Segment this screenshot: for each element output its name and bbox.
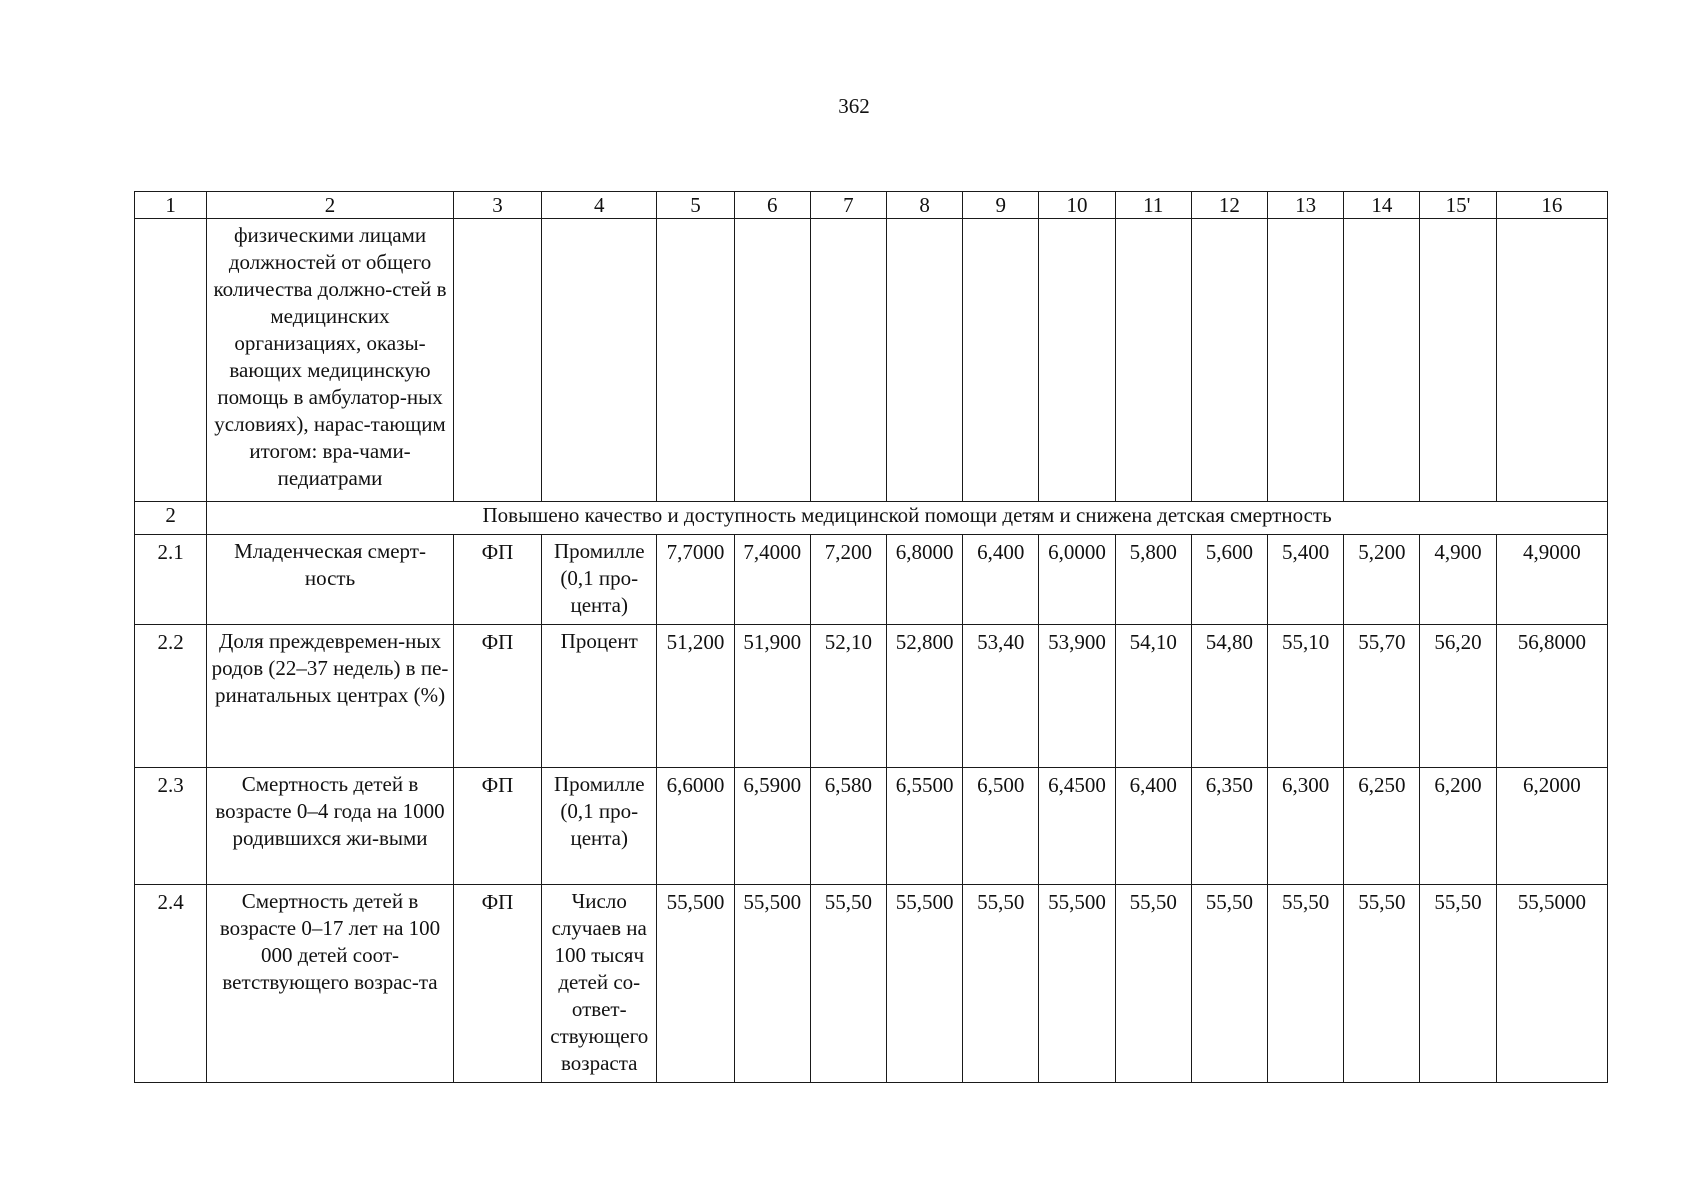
- column-header: 10: [1039, 192, 1115, 219]
- column-header: 14: [1344, 192, 1420, 219]
- value: 6,6000: [666, 773, 725, 797]
- table-cell-empty: [1115, 219, 1191, 502]
- value: 51,200: [666, 630, 725, 654]
- column-header: 6: [734, 192, 810, 219]
- column-header: 3: [453, 192, 541, 219]
- value: 6,350: [1205, 773, 1254, 797]
- table-row: [135, 535, 1608, 625]
- value: 6,2000: [1522, 773, 1581, 797]
- table-cell-empty: [963, 219, 1039, 502]
- column-number-row: [135, 192, 1608, 219]
- table-cell-empty: [1191, 219, 1267, 502]
- value: 5,800: [1129, 540, 1177, 564]
- value: 56,20: [1434, 630, 1482, 654]
- value-cell: [657, 768, 734, 885]
- row-number: 2.2: [157, 630, 184, 654]
- indicator-name-cell: [207, 768, 454, 885]
- unit-label: Число случаев на 100 тысяч детей со-ответ-ствующего возраста: [550, 889, 649, 1075]
- column-header: 2: [207, 192, 454, 219]
- value-cell: [1191, 535, 1267, 625]
- value: 55,10: [1281, 630, 1330, 654]
- value-cell: [1039, 768, 1115, 885]
- value-cell: [657, 625, 734, 768]
- value-cell: [734, 885, 810, 1083]
- value-cell: [1344, 885, 1420, 1083]
- value: 6,200: [1434, 773, 1482, 797]
- value: 55,50: [1434, 890, 1482, 914]
- value: 6,300: [1281, 773, 1330, 797]
- value-cell: [734, 535, 810, 625]
- value: 55,50: [824, 890, 873, 914]
- value-cell: [1191, 625, 1267, 768]
- value: 4,900: [1434, 540, 1482, 564]
- value: 7,200: [824, 540, 873, 564]
- value: 55,50: [1129, 890, 1177, 914]
- table-cell-empty: [887, 219, 963, 502]
- row-number-cell: [135, 625, 207, 768]
- value: 6,400: [1129, 773, 1177, 797]
- value: 55,50: [977, 890, 1025, 914]
- value-cell: [1268, 885, 1344, 1083]
- value-cell: [1496, 885, 1607, 1083]
- indicator-name-cell: [207, 219, 454, 502]
- value: 7,4000: [743, 540, 802, 564]
- row-number-cell: [135, 535, 207, 625]
- table-row: [135, 885, 1608, 1083]
- indicator-name-cell: [207, 535, 454, 625]
- row-number: 2.4: [157, 890, 184, 914]
- value-cell: [657, 885, 734, 1083]
- unit-cell: [542, 535, 657, 625]
- value-cell: [963, 625, 1039, 768]
- value-cell: [1039, 535, 1115, 625]
- indicator-name-cell: [207, 625, 454, 768]
- table-row: [135, 768, 1608, 885]
- value-cell: [810, 768, 886, 885]
- value: 52,10: [824, 630, 873, 654]
- indicator-type: ФП: [481, 540, 514, 564]
- value: 6,250: [1358, 773, 1406, 797]
- indicator-name: Младенческая смерт-ность: [234, 539, 426, 590]
- type-cell: [453, 625, 541, 768]
- value: 55,50: [1205, 890, 1254, 914]
- value-cell: [1039, 625, 1115, 768]
- value-cell: [887, 625, 963, 768]
- value-cell: [734, 768, 810, 885]
- value-cell: [963, 885, 1039, 1083]
- value-cell: [1115, 535, 1191, 625]
- value-cell: [887, 885, 963, 1083]
- table-cell-empty: [542, 219, 657, 502]
- value-cell: [1420, 768, 1496, 885]
- table-cell-empty: [453, 219, 541, 502]
- value-cell: [1115, 768, 1191, 885]
- value: 53,40: [977, 630, 1025, 654]
- table-row: [135, 625, 1608, 768]
- value: 5,600: [1205, 540, 1254, 564]
- table-row-continuation: [135, 219, 1608, 502]
- value: 55,50: [1358, 890, 1406, 914]
- value: 5,400: [1281, 540, 1330, 564]
- value: 55,500: [666, 890, 725, 914]
- value: 6,580: [824, 773, 873, 797]
- value: 54,80: [1205, 630, 1254, 654]
- value-cell: [1496, 535, 1607, 625]
- indicator-name: Смертность детей в возрасте 0–17 лет на 100 000 детей соот-ветствующего возрас-та: [219, 889, 441, 994]
- value-cell: [1268, 625, 1344, 768]
- unit-label: Промилле (0,1 про-цента): [553, 539, 645, 617]
- table-cell-empty: [1420, 219, 1496, 502]
- indicator-name: физическими лицами должностей от общего количества должно-стей в медицинских организациях, оказы-вающих медицинскую помощь в амбулатор-ных условиях), нарас-тающим итогом: вра-чами-педиатрами: [213, 223, 447, 490]
- indicators-table: [134, 191, 1608, 1083]
- indicator-type: ФП: [481, 890, 514, 914]
- value-cell: [1420, 885, 1496, 1083]
- value-cell: [1115, 625, 1191, 768]
- table-cell-empty: [657, 219, 734, 502]
- column-header: 15': [1420, 192, 1496, 219]
- row-number-cell: [135, 885, 207, 1083]
- value: 6,400: [977, 540, 1025, 564]
- type-cell: [453, 885, 541, 1083]
- value: 54,10: [1129, 630, 1177, 654]
- indicator-type: ФП: [481, 630, 514, 654]
- value-cell: [810, 885, 886, 1083]
- value: 6,5500: [895, 773, 954, 797]
- value-cell: [734, 625, 810, 768]
- row-number: 2.1: [157, 540, 184, 564]
- column-header: 16: [1496, 192, 1607, 219]
- column-header: 9: [963, 192, 1039, 219]
- value-cell: [1115, 885, 1191, 1083]
- table-cell-empty: [1344, 219, 1420, 502]
- value-cell: [1191, 768, 1267, 885]
- section-title: Повышено качество и доступность медицинской помощи детям и снижена детская смертность: [207, 502, 1608, 535]
- value-cell: [1268, 768, 1344, 885]
- column-header: 13: [1268, 192, 1344, 219]
- value: 7,7000: [666, 540, 725, 564]
- section-row: [135, 502, 1608, 535]
- column-header: 12: [1191, 192, 1267, 219]
- value: 52,800: [895, 630, 954, 654]
- value-cell: [1420, 535, 1496, 625]
- value: 6,8000: [895, 540, 954, 564]
- value-cell: [810, 535, 886, 625]
- value-cell: [963, 535, 1039, 625]
- column-header: 1: [135, 192, 207, 219]
- value: 6,500: [977, 773, 1025, 797]
- value-cell: [1496, 625, 1607, 768]
- value: 55,500: [895, 890, 954, 914]
- value: 6,5900: [743, 773, 802, 797]
- value: 56,8000: [1517, 630, 1586, 654]
- column-header: 8: [887, 192, 963, 219]
- value: 51,900: [743, 630, 802, 654]
- value-cell: [1344, 535, 1420, 625]
- value-cell: [1344, 625, 1420, 768]
- table-cell-empty: [135, 219, 207, 502]
- value: 55,5000: [1517, 890, 1586, 914]
- value: 55,500: [1048, 890, 1106, 914]
- value: 6,0000: [1048, 540, 1106, 564]
- unit-cell: [542, 768, 657, 885]
- value-cell: [1344, 768, 1420, 885]
- value-cell: [887, 535, 963, 625]
- value-cell: [1191, 885, 1267, 1083]
- value-cell: [810, 625, 886, 768]
- unit-label: Промилле (0,1 про-цента): [553, 772, 645, 850]
- value: 5,200: [1358, 540, 1406, 564]
- type-cell: [453, 768, 541, 885]
- type-cell: [453, 535, 541, 625]
- column-header: 4: [542, 192, 657, 219]
- indicator-name-cell: [207, 885, 454, 1083]
- row-number: 2.3: [157, 773, 184, 797]
- value-cell: [657, 535, 734, 625]
- table-cell-empty: [1039, 219, 1115, 502]
- value-cell: [1420, 625, 1496, 768]
- column-header: 7: [810, 192, 886, 219]
- value: 6,4500: [1048, 773, 1106, 797]
- value: 53,900: [1048, 630, 1106, 654]
- column-header: 11: [1115, 192, 1191, 219]
- value-cell: [1268, 535, 1344, 625]
- table-cell-empty: [1268, 219, 1344, 502]
- value-cell: [1039, 885, 1115, 1083]
- value: 55,500: [743, 890, 802, 914]
- value-cell: [963, 768, 1039, 885]
- value: 4,9000: [1522, 540, 1581, 564]
- row-number-cell: [135, 768, 207, 885]
- value-cell: [1496, 768, 1607, 885]
- page-number: 362: [838, 94, 870, 118]
- value: 55,70: [1358, 630, 1406, 654]
- value: 55,50: [1281, 890, 1330, 914]
- unit-label: Процент: [560, 629, 638, 653]
- table-cell-empty: [1496, 219, 1607, 502]
- section-number: 2: [135, 502, 207, 535]
- column-header: 5: [657, 192, 734, 219]
- indicator-name: Смертность детей в возрасте 0–4 года на 1000 родившихся жи-выми: [215, 772, 445, 850]
- value-cell: [887, 768, 963, 885]
- unit-cell: [542, 625, 657, 768]
- indicator-type: ФП: [481, 773, 514, 797]
- table-cell-empty: [734, 219, 810, 502]
- table-cell-empty: [810, 219, 886, 502]
- unit-cell: [542, 885, 657, 1083]
- indicator-name: Доля преждевремен-ных родов (22–37 недель) в пе-ринатальных центрах (%): [211, 629, 449, 707]
